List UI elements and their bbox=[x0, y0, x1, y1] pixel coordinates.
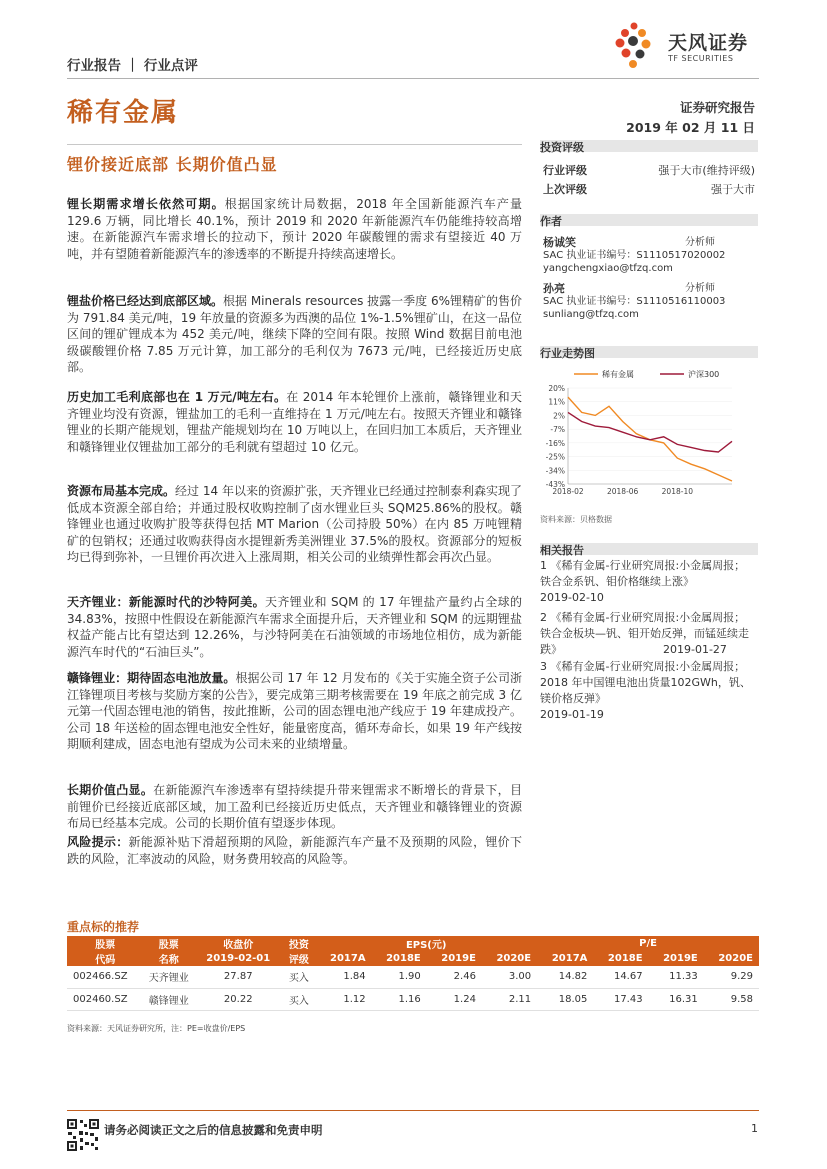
analyst-cert: SAC 执业证书编号：S1110517020002 bbox=[543, 250, 726, 261]
y-tick-label: -34% bbox=[545, 466, 565, 476]
paragraph-lead: 赣锋锂业：期待固态电池放量。 bbox=[67, 671, 236, 685]
analyst-name: 孙亮 bbox=[543, 282, 565, 295]
paragraph-lead: 锂盐价格已经达到底部区域。 bbox=[67, 294, 224, 308]
page-headline: 锂价接近底部 长期价值凸显 bbox=[67, 155, 278, 174]
related-report-title: 2 《稀有金属-行业研究周报:小金属周报；铁合金板块—钒、钼开始反弹，而锰延续走跌》 bbox=[540, 611, 749, 656]
series-line bbox=[568, 397, 732, 481]
related-report-item[interactable] bbox=[540, 610, 755, 658]
related-report-item[interactable] bbox=[540, 659, 755, 723]
related-report-date: 2019-01-19 bbox=[540, 708, 604, 721]
paragraph-text: 天齐锂业和 SQM 的 17 年锂盐产量约占全球的 34.83%，按照中性假设在新能源汽车需求全面提升后，天齐锂业和 SQM 的远期锂盐权益产能占比有望达到 12.26%，与沙特阿美在石油领域的市场地位相仿，成为新能源汽车时代的“石油巨头”。 bbox=[67, 595, 522, 659]
paragraph-lead: 历史加工毛利底部也在 1 万元/吨左右。 bbox=[67, 390, 287, 404]
table-header-cell: EPS(元) bbox=[315, 936, 537, 951]
analyst-email[interactable]: sunliang@tfzq.com bbox=[543, 309, 639, 320]
paragraph-lead: 锂长期需求增长依然可期。 bbox=[67, 197, 225, 211]
series-line bbox=[568, 412, 732, 452]
authors-section-title: 作者 bbox=[540, 215, 562, 228]
table-header-cell: 2019E bbox=[427, 951, 482, 966]
analyst-card bbox=[543, 282, 755, 321]
y-tick-label: -7% bbox=[550, 425, 565, 435]
table-cell: 11.33 bbox=[649, 966, 704, 988]
table-cell: 20.22 bbox=[194, 988, 282, 1010]
report-type: 证券研究报告 bbox=[679, 100, 755, 115]
previous-rating-value: 强于大市 bbox=[711, 183, 755, 196]
page-number: 1 bbox=[751, 1122, 758, 1135]
related-report-date: 2019-01-27 bbox=[663, 643, 727, 656]
table-row bbox=[67, 988, 759, 1010]
analyst-title: 分析师 bbox=[685, 283, 715, 294]
rating-row bbox=[543, 162, 755, 178]
industry-title: 稀有金属 bbox=[67, 98, 180, 128]
table-cell: 14.67 bbox=[593, 966, 648, 988]
table-row bbox=[67, 966, 759, 988]
related-section-title: 相关报告 bbox=[540, 544, 584, 557]
table-cell: 赣锋锂业 bbox=[144, 988, 195, 1010]
paragraph-lead: 长期价值凸显。 bbox=[67, 783, 154, 797]
y-tick-label: 11% bbox=[548, 397, 565, 407]
x-tick-label: 2018-06 bbox=[606, 487, 639, 496]
brand-english-name: TF SECURITIES bbox=[668, 54, 734, 63]
chart-source: 资料来源：贝格数据 bbox=[540, 515, 612, 524]
body-paragraph bbox=[67, 782, 522, 832]
paragraph-text: 根据公司 17 年 12 月发布的《关于实施全资子公司浙江锋锂项目考核与奖励方案的公告》，要完成第三期考核需要在 19 年底之前完成 3 亿元第一代固态锂电池的销售，按此推断，公司的固态锂电池产线应于 19 年建成投产。公司 18 年送检的固态锂电池安全性好，能量密度高，循环寿命长，如果 19 年产线按期顺利建成，固态电池有望成为公司未来的业绩增量。 bbox=[67, 671, 522, 751]
analyst-email[interactable]: yangchengxiao@tfzq.com bbox=[543, 263, 673, 274]
table-cell: 2.46 bbox=[427, 966, 482, 988]
authors-section-bar bbox=[540, 214, 758, 226]
table-header-cell: 代码 bbox=[67, 951, 144, 966]
body-paragraph bbox=[67, 670, 522, 753]
brand-name: 天风证券 bbox=[668, 32, 749, 54]
recommend-title: 重点标的推荐 bbox=[67, 920, 140, 934]
table-header-cell: 投资 bbox=[282, 936, 315, 951]
table-cell: 16.31 bbox=[649, 988, 704, 1010]
table-header-cell: 2019E bbox=[649, 951, 704, 966]
table-header-row bbox=[67, 936, 759, 951]
table-header-cell: 2020E bbox=[482, 951, 537, 966]
paragraph-text: 经过 14 年以来的资源扩张，天齐锂业已经通过控制泰利森实现了低成本资源全部自给；并通过股权收购控制了卤水锂业巨头 SQM25.86%的股权。赣锋锂业也通过收购扩股等获得包括 MT Marion（公司持股 50%）在内 85 万吨锂精矿的包销权；还通过收购获得卤水提锂新秀美洲锂业 37.5%的股权。资源部分的短板均已得到弥补，一旦锂价再次进入上涨周期，相关公司的业绩弹性都会再次凸显。 bbox=[67, 484, 522, 564]
footer-divider bbox=[67, 1110, 759, 1111]
report-date: 2019 年 02 月 11 日 bbox=[626, 120, 755, 135]
table-header-cell: 2019-02-01 bbox=[194, 951, 282, 966]
table-cell: 1.12 bbox=[315, 988, 371, 1010]
table-cell: 天齐锂业 bbox=[144, 966, 195, 988]
analyst-cert: SAC 执业证书编号：S1110516110003 bbox=[543, 296, 726, 307]
paragraph-text: 在 2014 年本轮锂价上涨前，赣锋锂业和天齐锂业均没有资源，锂盐加工的毛利一直维持在 1 万元/吨左右。按照天齐锂业和赣锋锂业的长期产能规划，锂盐产能规划均在 10 万吨以上，在回归加工本质后，天齐锂业和赣锋锂业仅锂盐加工部分的毛利就有望超过 10 亿元。 bbox=[67, 390, 523, 454]
table-cell: 买入 bbox=[282, 988, 315, 1010]
body-paragraph bbox=[67, 594, 522, 660]
y-tick-label: 2% bbox=[553, 411, 565, 421]
paragraph-lead: 资源布局基本完成。 bbox=[67, 484, 176, 498]
table-header-cell: 2020E bbox=[704, 951, 759, 966]
related-report-title: 3 《稀有金属-行业研究周报:小金属周报；2018 年中国锂电池出货量102GWh，钒、镁价格反弹》 bbox=[540, 660, 751, 705]
related-report-date: 2019-02-10 bbox=[540, 591, 604, 604]
table-header-cell: 评级 bbox=[282, 951, 315, 966]
table-header-cell: 股票 bbox=[144, 936, 195, 951]
industry-trend-chart bbox=[540, 366, 758, 506]
paragraph-text: 新能源补贴下滑超预期的风险，新能源汽车产量不及预期的风险，锂价下跌的风险，汇率波动的风险，财务费用较高的风险等。 bbox=[67, 835, 522, 866]
paragraph-text: 根据国家统计局数据，2018 年全国新能源汽车产量 129.6 万辆，同比增长 40.1%，预计 2019 和 2020 年新能源汽车仍能维持较高增速。在新能源汽车需求增长的拉动下，预计 2020 年碳酸锂的需求有望接近 40 万吨，并有望随着新能源汽车的渗透率的不断提升持续高速增长。 bbox=[67, 197, 522, 261]
table-header-cell: 2018E bbox=[593, 951, 648, 966]
x-tick-label: 2018-10 bbox=[661, 487, 694, 496]
table-cell: 14.82 bbox=[537, 966, 593, 988]
x-tick-label: 2018-02 bbox=[552, 487, 584, 496]
table-header-cell: 2017A bbox=[315, 951, 371, 966]
legend-label: 稀有金属 bbox=[602, 370, 634, 379]
body-paragraph bbox=[67, 196, 522, 262]
legend-label: 沪深300 bbox=[688, 370, 720, 379]
analyst-title: 分析师 bbox=[685, 237, 715, 248]
table-cell: 002466.SZ bbox=[67, 966, 144, 988]
document-category: 行业报告 ｜ 行业点评 bbox=[67, 58, 198, 74]
table-header-cell: 2018E bbox=[372, 951, 427, 966]
table-header-cell: 股票 bbox=[67, 936, 144, 951]
paragraph-lead: 风险提示： bbox=[67, 835, 129, 849]
previous-rating-label: 上次评级 bbox=[543, 183, 587, 196]
trend-section-title: 行业走势图 bbox=[540, 347, 595, 360]
body-paragraph bbox=[67, 389, 522, 455]
table-header-row bbox=[67, 951, 759, 966]
table-cell: 买入 bbox=[282, 966, 315, 988]
related-report-item[interactable] bbox=[540, 558, 755, 606]
table-header-cell: 收盘价 bbox=[194, 936, 282, 951]
rating-section-title: 投资评级 bbox=[540, 141, 584, 154]
paragraph-text: 在新能源汽车渗透率有望持续提升带来锂需求不断增长的背景下，目前锂价已经接近底部区域，加工盈利已经接近历史低点，天齐锂业和赣锋锂业的资源布局已经基本完成。公司的长期价值有望逐步体现。 bbox=[67, 783, 522, 830]
body-paragraph bbox=[67, 293, 522, 376]
table-cell: 9.58 bbox=[704, 988, 759, 1010]
y-tick-label: -43% bbox=[545, 480, 565, 489]
table-cell: 9.29 bbox=[704, 966, 759, 988]
table-cell: 3.00 bbox=[482, 966, 537, 988]
headline-divider bbox=[67, 144, 522, 145]
table-note: 资料来源：天风证券研究所，注：PE=收盘价/EPS bbox=[67, 1024, 246, 1033]
paragraph-lead: 天齐锂业：新能源时代的沙特阿美。 bbox=[67, 595, 265, 609]
table-cell: 1.90 bbox=[372, 966, 427, 988]
table-cell: 17.43 bbox=[593, 988, 648, 1010]
table-cell: 002460.SZ bbox=[67, 988, 144, 1010]
table-cell: 2.11 bbox=[482, 988, 537, 1010]
table-cell: 18.05 bbox=[537, 988, 593, 1010]
rating-label: 行业评级 bbox=[543, 164, 587, 177]
qr-code-icon bbox=[66, 1118, 100, 1152]
y-tick-label: -25% bbox=[545, 452, 565, 462]
risk-paragraph bbox=[67, 834, 522, 867]
body-paragraph bbox=[67, 483, 522, 566]
disclaimer-notice: 请务必阅读正文之后的信息披露和免责申明 bbox=[104, 1123, 323, 1137]
previous-rating-row bbox=[543, 181, 755, 197]
paragraph-text: 根据 Minerals resources 披露一季度 6%锂精矿的售价为 791.84 美元/吨，19 年放量的资源多为西澳的品位 1%-1.5%锂矿山，在这一品位区间的锂矿锂成本为 452 美元/吨，继续下降的空间有限。按照 Wind 数据目前电池级碳酸锂价格 7.85 万元计算，加工部分的毛利仅为 7673 元/吨，已经接近历史底部。 bbox=[67, 294, 523, 374]
header-divider bbox=[67, 78, 759, 79]
table-header-cell: P/E bbox=[537, 936, 759, 951]
rating-value: 强于大市(维持评级) bbox=[658, 164, 755, 177]
table-cell: 1.84 bbox=[315, 966, 371, 988]
recommend-table bbox=[67, 936, 759, 1011]
y-tick-label: 20% bbox=[548, 384, 565, 393]
y-tick-label: -16% bbox=[545, 438, 565, 448]
analyst-name: 杨诚笑 bbox=[543, 236, 576, 249]
table-header-cell: 2017A bbox=[537, 951, 593, 966]
related-report-title: 1 《稀有金属-行业研究周报:小金属周报；铁合金系钒、钼价格继续上涨》 bbox=[540, 559, 746, 588]
table-cell: 1.16 bbox=[372, 988, 427, 1010]
table-cell: 27.87 bbox=[194, 966, 282, 988]
analyst-card bbox=[543, 236, 755, 275]
table-cell: 1.24 bbox=[427, 988, 482, 1010]
table-header-cell: 名称 bbox=[144, 951, 195, 966]
